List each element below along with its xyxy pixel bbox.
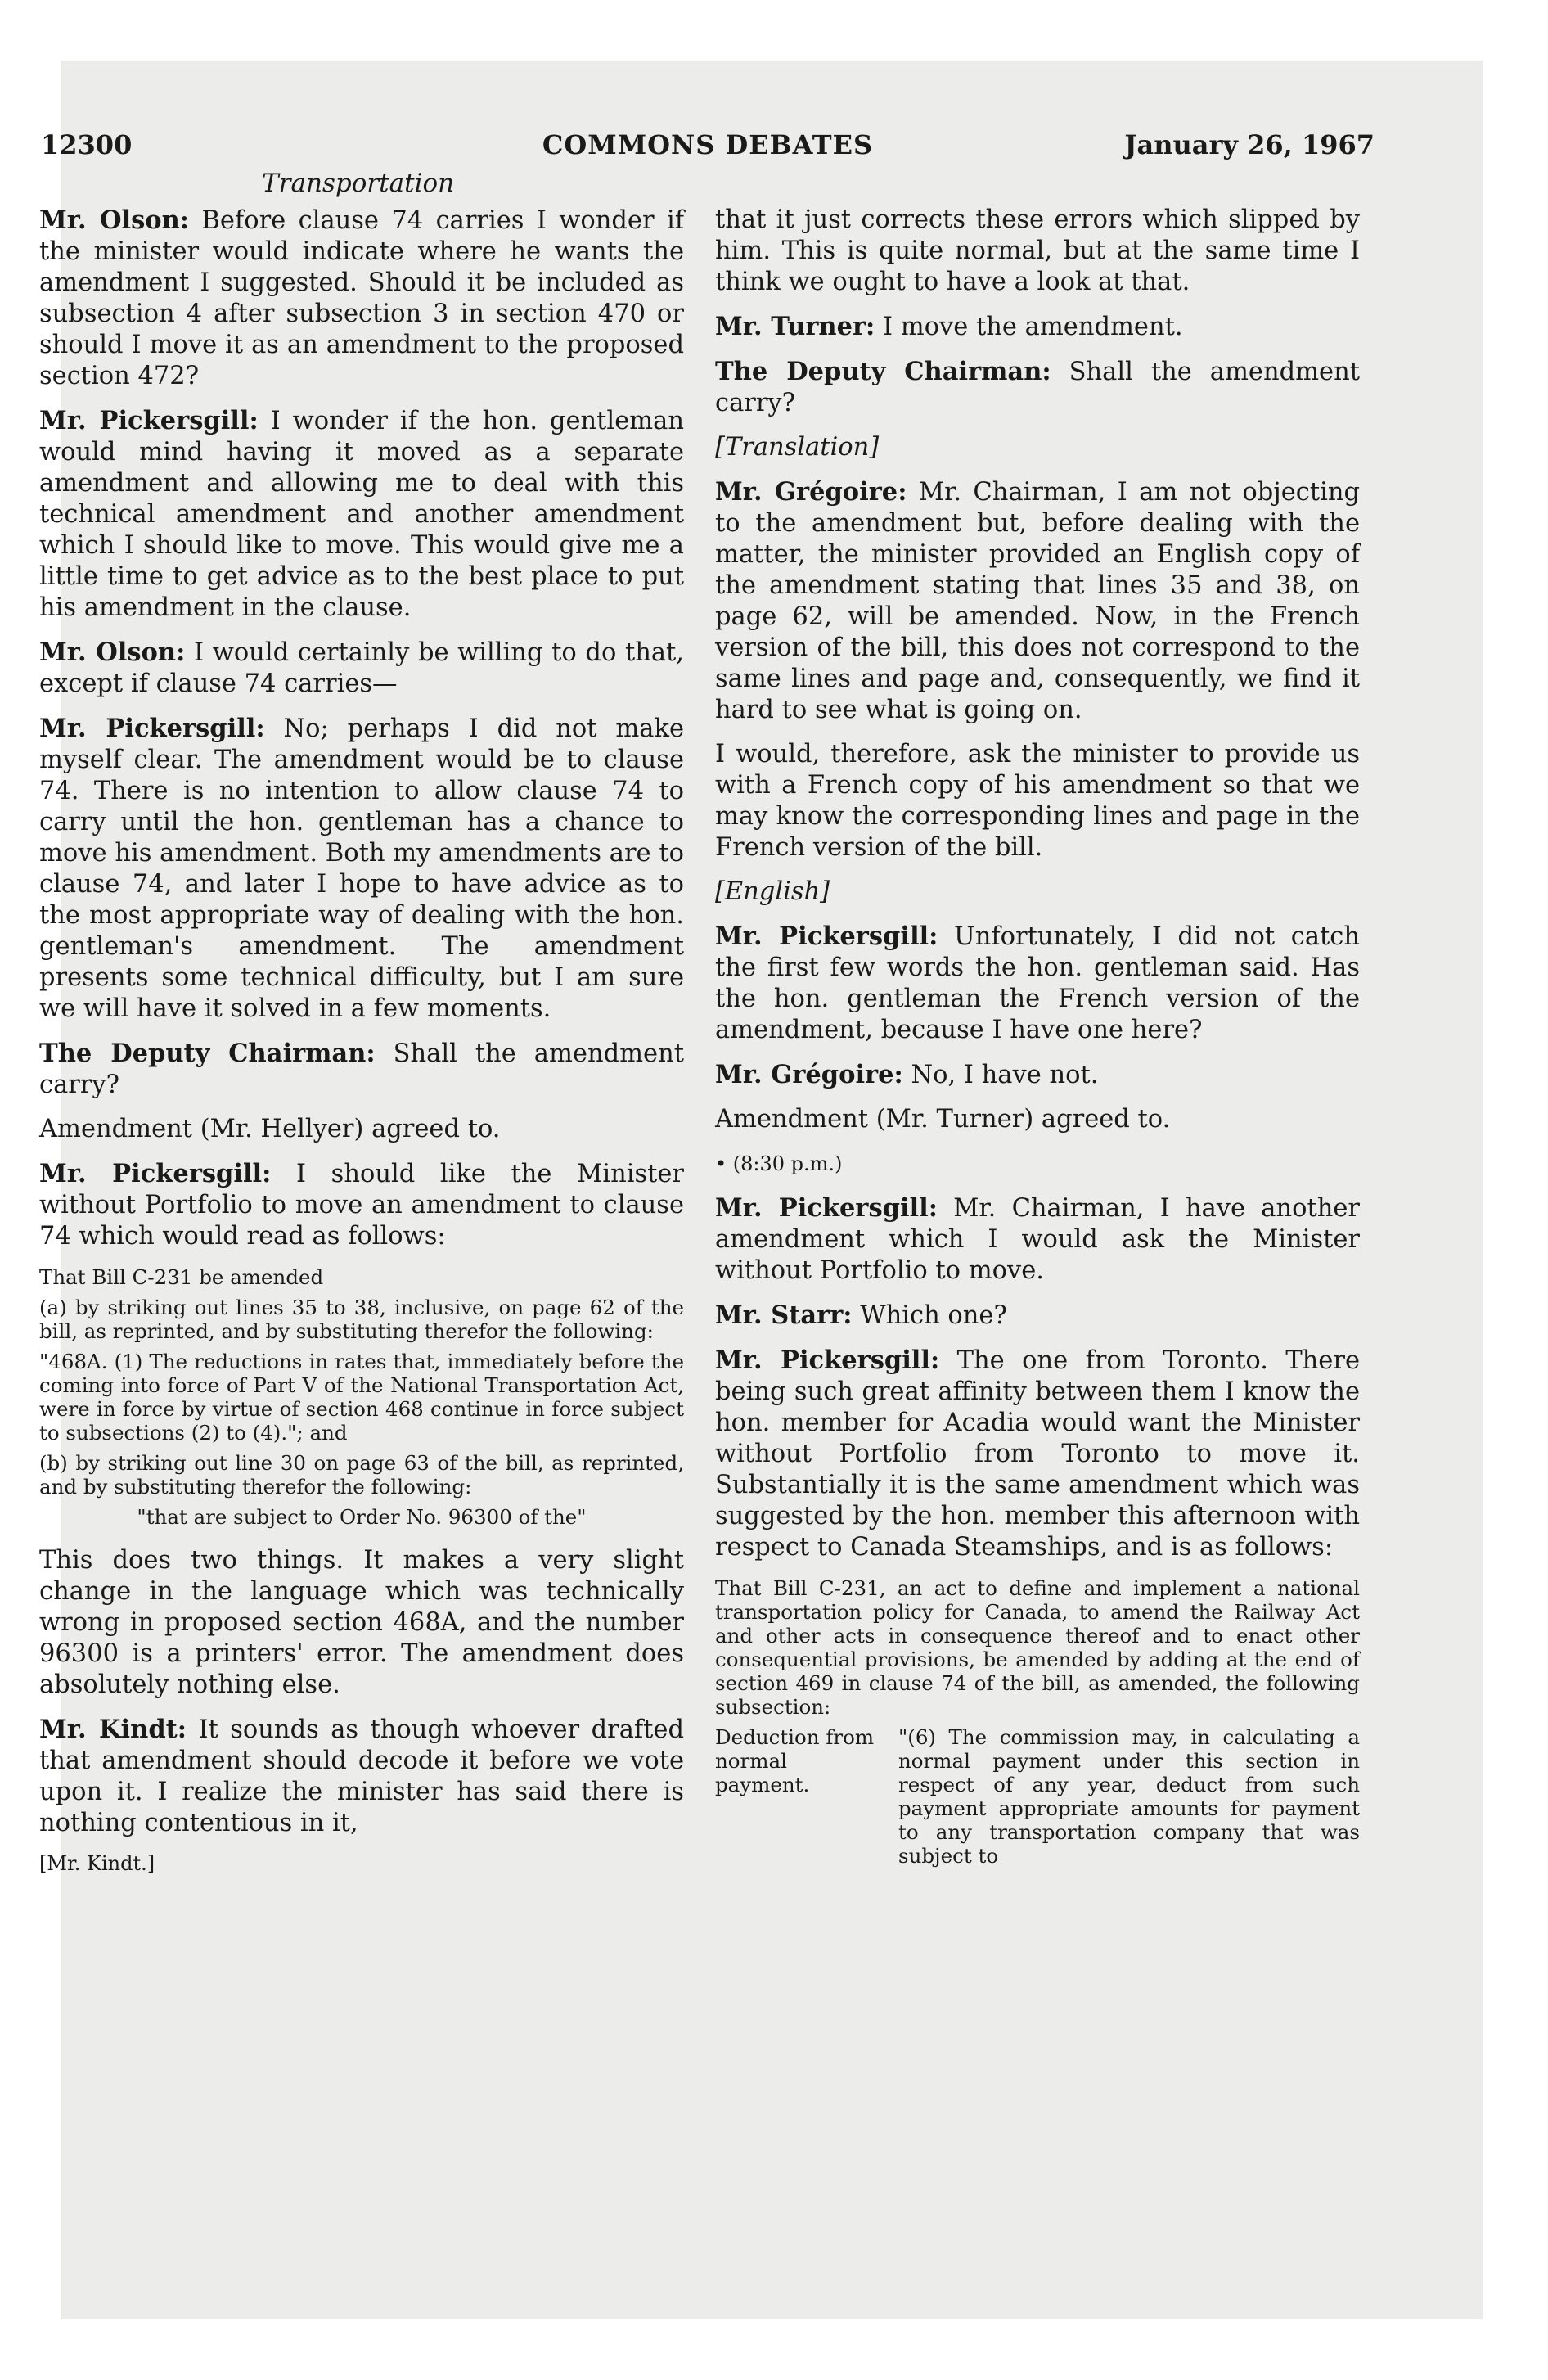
paragraph: Mr. Pickersgill: I should like the Minister without Portfolio to move an amendment to clause 74 which would read as follows: xyxy=(39,1159,685,1251)
speaker-name: Mr. Pickersgill: xyxy=(39,714,265,743)
publication-title: COMMONS DEBATES xyxy=(542,129,874,160)
speaker-name: Mr. Pickersgill: xyxy=(39,1159,272,1188)
quoted-text: "468A. (1) The reductions in rates that, immediately before the coming into force of Part V of the National Transportation Act, were in force by virtue of section 468 continue in force subject to subsections (2) to (4)."; and xyxy=(39,1350,684,1445)
paragraph: Mr. Olson: Before clause 74 carries I wonder if the minister would indicate where he wants the amendment I suggested. Should it be included as subsection 4 after subsection 3 in section 470 or should I move it as an amendment to the proposed section 472? xyxy=(39,205,684,390)
section-title: Transportation xyxy=(262,169,455,198)
speaker-name: The Deputy Chairman: xyxy=(39,1039,376,1068)
speaker-name: Mr. Grégoire: xyxy=(715,477,907,507)
speaker-name: Mr. Pickersgill: xyxy=(715,1346,940,1375)
paragraph: Mr. Pickersgill: Mr. Chairman, I have another amendment which I would ask the Minister without Portfolio to move. xyxy=(715,1193,1360,1285)
paragraph: This does two things. It makes a very slight change in the language which was technically wrong in proposed section 468A, and the number 96300 is a printers' error. The amendment does absolutely nothing else. xyxy=(39,1546,684,1699)
marginal-note-block xyxy=(715,1725,1360,1868)
language-marker: [English] xyxy=(715,877,830,906)
speaker-name: Mr. Olson: xyxy=(39,205,190,235)
quoted-text: (a) by striking out lines 35 to 38, inclusive, on page 62 of the bill, as reprinted, and by substituting therefor the following: xyxy=(39,1296,684,1343)
speaker-name: Mr. Pickersgill: xyxy=(715,922,938,951)
speaker-name: Mr. Pickersgill: xyxy=(39,406,259,435)
paragraph: Mr. Pickersgill: I wonder if the hon. gentleman would mind having it moved as a separate amendment and allowing me to deal with this technical amendment and another amendment which I should like to move. This would give me a little time to get advice as to the best place to put his amendment in the clause. xyxy=(39,406,684,622)
quoted-text: "that are subject to Order No. 96300 of the" xyxy=(137,1505,587,1529)
speaker-name: The Deputy Chairman: xyxy=(715,357,1051,386)
footer-note: [Mr. Kindt.] xyxy=(39,1852,155,1875)
paragraph: Mr. Turner: I move the amendment. xyxy=(715,312,1183,341)
quoted-text: (b) by striking out line 30 on page 63 of the bill, as reprinted, and by substituting therefor the following: xyxy=(39,1451,684,1499)
paragraph: I would, therefore, ask the minister to provide us with a French copy of his amendment so that we may know the corresponding lines and page in the French version of the bill. xyxy=(715,740,1360,862)
time-marker: • (8:30 p.m.) xyxy=(715,1152,843,1175)
marginal-note: Deduction from normal payment. xyxy=(715,1725,875,1796)
speaker-name: Mr. Starr: xyxy=(715,1300,853,1330)
paragraph: The Deputy Chairman: Shall the amendment carry? xyxy=(715,357,1360,417)
speaker-name: Mr. Olson: xyxy=(39,638,186,667)
quoted-text: That Bill C-231 be amended xyxy=(39,1265,324,1289)
paragraph: The Deputy Chairman: Shall the amendment carry? xyxy=(39,1039,684,1099)
quoted-text: "(6) The commission may, in calculating a normal payment under this section in respect of any year, deduct from such payment appropriate amounts for payment to any transportation company that was subject to xyxy=(898,1725,1360,1868)
language-marker: [Translation] xyxy=(715,433,880,462)
paragraph: Mr. Pickersgill: No; perhaps I did not make myself clear. The amendment would be to clause 74. There is no intention to allow clause 74 to carry until the hon. gentleman has a chance to move his amendment. Both my amendments are to clause 74, and later I hope to have advice as to the most appropriate way of dealing with the hon. gentleman's amendment. The amendment presents some technical difficulty, but I am sure we will have it solved in a few moments. xyxy=(39,714,684,1023)
quoted-text: That Bill C-231, an act to define and implement a national transportation policy for Canada, to amend the Railway Act and other acts in consequence thereof and to enact other consequential provisions, be amended by adding at the end of section 469 in clause 74 of the bill, as amended, the following subsection: xyxy=(715,1576,1360,1719)
paragraph: that it just corrects these errors which slipped by him. This is quite normal, but at the same time I think we ought to have a look at that. xyxy=(715,205,1360,296)
speaker-name: Mr. Turner: xyxy=(715,312,875,341)
right-column xyxy=(715,205,1360,1868)
paragraph: Mr. Kindt: It sounds as though whoever drafted that amendment should decode it before we vote upon it. I realize the minister has said there is nothing contentious in it, xyxy=(39,1715,684,1837)
page-header xyxy=(41,129,1375,167)
paragraph: Mr. Olson: I would certainly be willing to do that, except if clause 74 carries— xyxy=(39,638,684,698)
paragraph: Mr. Grégoire: No, I have not. xyxy=(715,1060,1099,1089)
paragraph: Mr. Pickersgill: The one from Toronto. There being such great affinity between them I know the hon. member for Acadia would want the Minister without Portfolio from Toronto to move it. Substantially it is the same amendment which was suggested by the hon. member this afternoon with respect to Canada Steamships, and is as follows: xyxy=(715,1346,1360,1562)
paragraph: Amendment (Mr. Hellyer) agreed to. xyxy=(39,1115,501,1143)
speaker-name: Mr. Kindt: xyxy=(39,1715,187,1744)
paragraph: Amendment (Mr. Turner) agreed to. xyxy=(715,1105,1171,1134)
speaker-name: Mr. Grégoire: xyxy=(715,1060,903,1089)
paragraph: Mr. Starr: Which one? xyxy=(715,1300,1007,1330)
left-column xyxy=(39,205,684,1875)
speaker-name: Mr. Pickersgill: xyxy=(715,1193,938,1223)
paragraph: Mr. Pickersgill: Unfortunately, I did not catch the first few words the hon. gentleman said. Has the hon. gentleman the French version of the amendment, because I have one here? xyxy=(715,922,1360,1044)
page-number: 12300 xyxy=(41,129,133,160)
page-date: January 26, 1967 xyxy=(1124,129,1375,160)
paragraph: Mr. Grégoire: Mr. Chairman, I am not objecting to the amendment but, before dealing with the matter, the minister provided an English copy of the amendment stating that lines 35 and 38, on page 62, will be amended. Now, in the French version of the bill, this does not correspond to the same lines and page and, consequently, we find it hard to see what is going on. xyxy=(715,477,1360,724)
